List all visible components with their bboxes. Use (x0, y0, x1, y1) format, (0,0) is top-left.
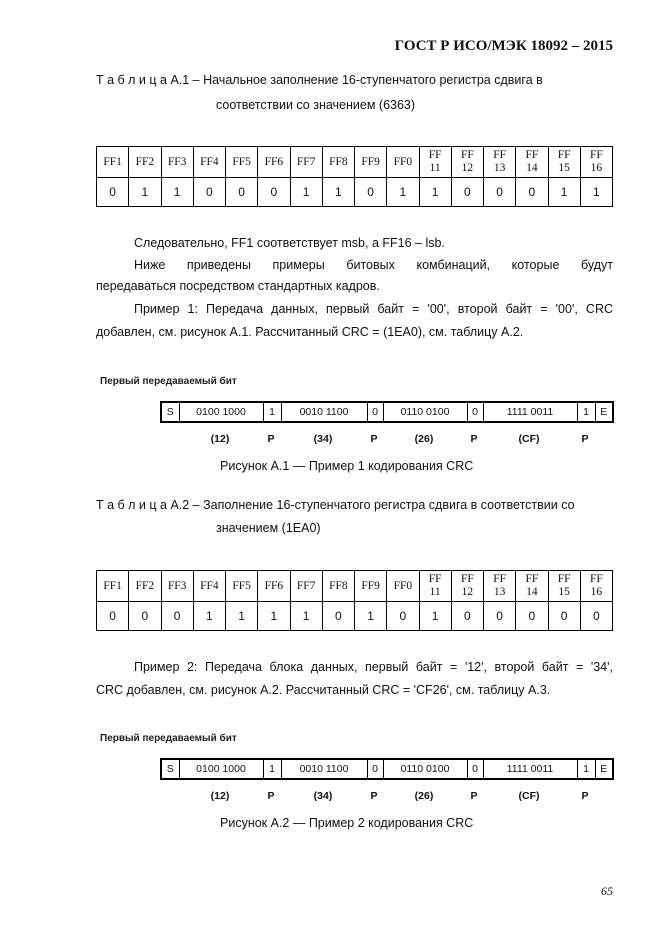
table1-header-cell (355, 147, 387, 178)
table1-header-text: FF3 (167, 155, 187, 168)
table2-value-cell: 0 (451, 602, 483, 631)
table1-header-cell (419, 147, 451, 178)
table2-value-row (97, 602, 613, 631)
table2-caption-line2: значением (1EA0) (216, 521, 321, 535)
table2-header-text: 12 (461, 586, 474, 598)
table1-header-cell (258, 147, 290, 178)
table1-header-cell (322, 147, 354, 178)
figure2-frame-cell: S (161, 759, 179, 779)
table1-header-cell (290, 147, 322, 178)
table1-header-text: FF8 (329, 155, 348, 168)
table1-header-text: FF (557, 149, 571, 161)
table1-header-cell (193, 147, 225, 178)
table1-value-cell: 0 (355, 178, 387, 207)
table1-header-text: FF0 (393, 155, 413, 168)
table2-header-cell (290, 571, 322, 602)
figure2-frame-cell: E (595, 759, 613, 779)
first-bit-label-2: Первый передаваемый бит (100, 733, 237, 744)
table2-header-cell (548, 571, 580, 602)
table1-value-row (97, 178, 613, 207)
paragraph-example1-line2: добавлен, см. рисунок А.1. Рассчитанный CRC = (1EA0), см. таблицу А.2. (96, 325, 524, 339)
table2-value-cell: 0 (580, 602, 612, 631)
table2-header-text: FF (460, 573, 474, 585)
figure1-frame-cell: 0100 1000 (179, 402, 263, 422)
table1-value-cell: 0 (226, 178, 258, 207)
table1-header-text: FF1 (103, 155, 122, 168)
figure2-byte-label: P (370, 790, 378, 802)
figure1-frame-cell: 1111 0011 (483, 402, 577, 422)
table1-header-cell (548, 147, 580, 178)
table2-header-text: FF0 (393, 579, 413, 592)
table2-header-cell (419, 571, 451, 602)
table1-header-text: FF7 (296, 155, 316, 168)
page-number: 65 (601, 884, 613, 898)
table2-caption-line1: Т а б л и ц а А.2 – Заполнение 16-ступенчатого регистра сдвига в соответствии со (96, 498, 575, 512)
figure1-frame-cell: 1 (577, 402, 595, 422)
figure2-byte-label: (12) (210, 790, 230, 802)
table1-header-text: FF6 (264, 155, 284, 168)
table2-header-cell (451, 571, 483, 602)
table1-header-text: FF9 (361, 155, 380, 168)
figure2-frame-cell: 1 (263, 759, 281, 779)
table1-header-cell (387, 147, 419, 178)
figure2-frame-cell: 0010 1100 (281, 759, 367, 779)
table2-header-text: FF8 (329, 579, 348, 592)
table2-header-cell (226, 571, 258, 602)
table1-caption-line1: Т а б л и ц а А.1 – Начальное заполнение 16-ступенчатого регистра сдвига в (96, 73, 543, 87)
paragraph-example2-line1: Пример 2: Передача блока данных, первый байт = '12', второй байт = '34', (134, 660, 613, 674)
table1-value-cell: 1 (322, 178, 354, 207)
table1-header-text: FF2 (135, 155, 155, 168)
table1-header-cell (580, 147, 612, 178)
figure1-byte-label: P (267, 433, 275, 445)
table1-header-text: FF (428, 149, 442, 161)
table1-value-cell: 1 (548, 178, 580, 207)
table1-header-cell (484, 147, 516, 178)
table2-value-cell: 0 (387, 602, 419, 631)
figure2-caption: Рисунок А.2 — Пример 2 кодирования CRC (220, 816, 474, 830)
table2-header-text: FF4 (200, 579, 219, 592)
table2-header-text: FF (525, 573, 539, 585)
table1-caption-line2: соответствии со значением (6363) (216, 98, 416, 112)
table2-value-cell: 0 (97, 602, 129, 631)
figure2-byte-label: P (470, 790, 478, 802)
table1-header-text: 12 (461, 162, 474, 174)
figure1-byte-label: P (370, 433, 378, 445)
figure1-frame-cell: E (595, 402, 613, 422)
figure1-byte-label: P (470, 433, 478, 445)
figure2-byte-label: P (581, 790, 589, 802)
shift-register-table-2 (96, 570, 613, 631)
table1-value-cell: 0 (97, 178, 129, 207)
table2-header-text: FF (493, 573, 507, 585)
figure1-frame-cell: S (161, 402, 179, 422)
figure2-frame-cell: 0100 1000 (179, 759, 263, 779)
table2-header-text: FF6 (264, 579, 284, 592)
table2-header-cell (355, 571, 387, 602)
table1-value-cell: 0 (516, 178, 548, 207)
table2-header-text: 16 (590, 586, 603, 598)
table2-value-cell: 1 (258, 602, 290, 631)
figure2-byte-label: (CF) (518, 790, 540, 802)
table1-header-text: FF (525, 149, 539, 161)
table2-header-cell (258, 571, 290, 602)
paragraph-examples-line1: Ниже приведены примеры битовых комбинаций, которые будут (134, 258, 613, 272)
table1-value-cell: 1 (290, 178, 322, 207)
table1-value-cell: 1 (387, 178, 419, 207)
table1-header-cell (161, 147, 193, 178)
figure2-byte-label: (26) (414, 790, 434, 802)
table1-header-text: 16 (590, 162, 603, 174)
table1-value-cell: 1 (129, 178, 161, 207)
table2-header-text: FF5 (232, 579, 251, 592)
table2-header-text: 11 (429, 586, 441, 598)
paragraph-examples-line2: передаваться посредством стандартных кадров. (96, 279, 380, 293)
table1-value-cell: 0 (484, 178, 516, 207)
figure1-byte-label: P (581, 433, 589, 445)
figure2-frame-cell: 0110 0100 (383, 759, 467, 779)
table1-header-text: FF5 (232, 155, 251, 168)
table1-value-cell: 0 (451, 178, 483, 207)
shift-register-table-1 (96, 146, 613, 207)
figure1-byte-label: (CF) (518, 433, 540, 445)
table2-header-text: FF3 (167, 579, 187, 592)
table2-header-cell (516, 571, 548, 602)
table2-header-cell (97, 571, 129, 602)
table2-header-cell (161, 571, 193, 602)
table2-header-cell (484, 571, 516, 602)
figure2-byte-label: (34) (313, 790, 333, 802)
figure1-caption: Рисунок А.1 — Пример 1 кодирования CRC (220, 459, 474, 473)
bit-frame-figure-1 (160, 401, 614, 423)
table2-value-cell: 1 (355, 602, 387, 631)
table2-header-text: FF2 (135, 579, 155, 592)
table2-header-text: FF (557, 573, 571, 585)
paragraph-example2-line2: CRC добавлен, см. рисунок А.2. Рассчитанный CRC = 'CF26', см. таблицу А.3. (96, 683, 551, 697)
table1-header-cell (451, 147, 483, 178)
figure2-frame-cell: 1111 0011 (483, 759, 577, 779)
table2-value-cell: 0 (484, 602, 516, 631)
figure1-frame-cell: 0110 0100 (383, 402, 467, 422)
figure2-byte-label: P (267, 790, 275, 802)
frame1-byte-labels (160, 433, 612, 449)
first-bit-label-1: Первый передаваемый бит (100, 376, 237, 387)
table2-header-text: 14 (526, 586, 538, 598)
bit-frame-figure-2 (160, 758, 614, 780)
table2-header-text: FF (428, 573, 442, 585)
table1-header-text: 14 (526, 162, 538, 174)
table2-value-cell: 1 (193, 602, 225, 631)
table2-header-text: FF (589, 573, 603, 585)
paragraph-msb-lsb: Следовательно, FF1 соответствует msb, а FF16 – lsb. (134, 236, 445, 250)
table1-value-cell: 1 (419, 178, 451, 207)
figure1-byte-label: (26) (414, 433, 434, 445)
table2-header-cell (129, 571, 161, 602)
table1-header-cell (97, 147, 129, 178)
table2-value-cell: 1 (290, 602, 322, 631)
figure1-frame-cell: 0010 1100 (281, 402, 367, 422)
table2-header-cell (322, 571, 354, 602)
document-header: ГОСТ Р ИСО/МЭК 18092 – 2015 (394, 38, 613, 54)
table1-header-text: FF4 (200, 155, 219, 168)
table1-value-cell: 1 (580, 178, 612, 207)
table1-header-cell (516, 147, 548, 178)
figure2-frame-cell: 0 (367, 759, 383, 779)
table2-header-text: FF1 (103, 579, 122, 592)
figure1-byte-label: (12) (210, 433, 230, 445)
paragraph-example1-line1: Пример 1: Передача данных, первый байт = '00', второй байт = '00', CRC (134, 302, 613, 316)
table1-header-cell (129, 147, 161, 178)
figure2-frame-cell: 0 (467, 759, 483, 779)
table2-value-cell: 0 (161, 602, 193, 631)
table2-header-text: 13 (493, 586, 506, 598)
figure1-frame-cell: 0 (467, 402, 483, 422)
table2-header-row (97, 571, 613, 602)
table1-header-text: FF (460, 149, 474, 161)
table2-header-text: FF7 (296, 579, 316, 592)
table2-value-cell: 0 (548, 602, 580, 631)
table1-header-cell (226, 147, 258, 178)
table1-header-text: FF (493, 149, 507, 161)
table1-header-text: FF (589, 149, 603, 161)
table2-value-cell: 0 (129, 602, 161, 631)
table2-value-cell: 0 (516, 602, 548, 631)
table2-header-text: FF9 (361, 579, 380, 592)
table1-header-row (97, 147, 613, 178)
frame2-byte-labels (160, 790, 612, 806)
figure1-frame-cell: 1 (263, 402, 281, 422)
table1-header-text: 13 (493, 162, 506, 174)
table2-value-cell: 1 (226, 602, 258, 631)
frame2-row (161, 759, 613, 779)
table2-header-cell (387, 571, 419, 602)
table2-header-cell (193, 571, 225, 602)
table2-value-cell: 0 (322, 602, 354, 631)
table2-value-cell: 1 (419, 602, 451, 631)
table2-header-cell (580, 571, 612, 602)
frame1-row (161, 402, 613, 422)
figure2-frame-cell: 1 (577, 759, 595, 779)
figure1-frame-cell: 0 (367, 402, 383, 422)
table2-header-text: 15 (558, 586, 570, 598)
table1-header-text: 11 (429, 162, 441, 174)
table1-value-cell: 1 (161, 178, 193, 207)
table1-header-text: 15 (558, 162, 570, 174)
table1-value-cell: 0 (258, 178, 290, 207)
figure1-byte-label: (34) (313, 433, 333, 445)
table1-value-cell: 0 (193, 178, 225, 207)
